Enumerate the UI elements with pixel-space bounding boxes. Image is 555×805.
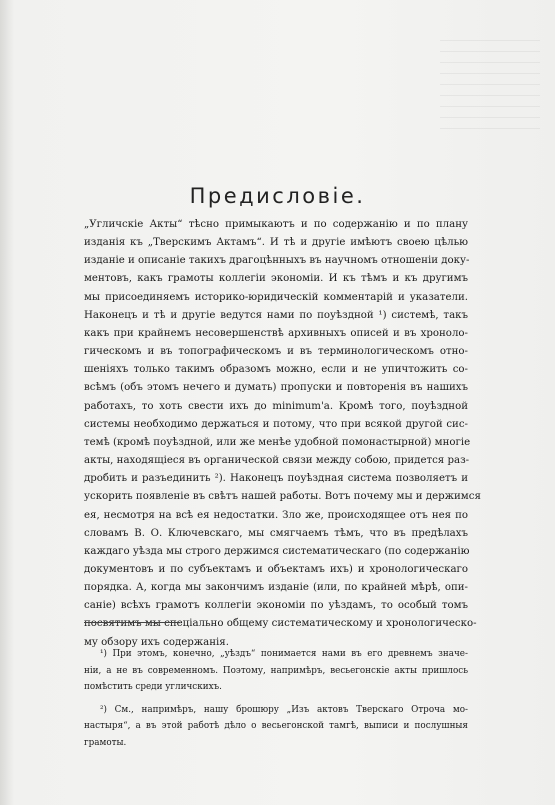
footnote-line: ¹) При этомъ, конечно, „уѣздъ“ понимается нами въ его древнемъ значе- (100, 649, 468, 659)
body-line: порядка. А, когда мы закончимъ изданіе (или, по крайней мѣрѣ, опи- (84, 582, 468, 594)
body-line: всѣмъ (объ этомъ нечего и думать) пропуски и повторенія въ нашихъ (84, 382, 468, 394)
body-line: каждаго уѣзда мы строго держимся систематическаго (по содержанію (84, 545, 470, 557)
body-line: посвятимъ мы спеціально общему систематическому и хронологическо- (84, 618, 477, 630)
body-line: работахъ, то хоть свести ихъ до minimum'а. Кромѣ того, поуѣздной (84, 400, 468, 412)
footnote-1 (84, 646, 468, 696)
page-title: Предисловіе. (189, 184, 366, 208)
body-line: изданіе и описаніе такихъ драгоцѣнныхъ въ научномъ отношеніи доку- (84, 255, 470, 267)
body-line: гическомъ и въ топографическомъ и въ терминологическомъ отно- (84, 346, 468, 358)
body-line: темѣ (кромѣ поуѣздной, или же менѣе удобной помонастырной) многіе (84, 436, 471, 448)
body-line: саніе) всѣхъ грамотъ коллегіи экономіи по уѣздамъ, то особый томъ (84, 600, 468, 612)
footnote-separator (84, 622, 180, 623)
body-line: системы необходимо держаться и потому, что при всякой другой сис- (84, 418, 468, 430)
body-line: документовъ и по субъектамъ и объектамъ ихъ) и хронологическаго (84, 563, 468, 575)
body-line: ментовъ, какъ грамоты коллегіи экономіи. И къ тѣмъ и къ другимъ (84, 273, 468, 285)
body-line: какъ при крайнемъ несовершенствѣ архивныхъ описей и въ хроноло- (84, 327, 468, 339)
footnote-line: ²) См., напримѣръ, нашу брошюру „Изъ актовъ Тверскаго Отроча мо- (100, 704, 468, 715)
body-line: ея, несмотря на всѣ ея недостатки. Зло же, происходящее отъ нея по (84, 509, 468, 521)
footnote-line: настыря“, а въ этой работѣ дѣло о весьегонской тамгѣ, выписи и послушныя (84, 721, 468, 731)
preface-body (84, 216, 481, 652)
body-line: ускорить появленіе въ свѣтъ нашей работы. Вотъ почему мы и держимся (84, 491, 481, 503)
body-line: дробить и разъединить ²). Наконецъ поуѣздная система позволяетъ и (84, 473, 468, 485)
body-line: акты, находящіеся въ органической связи между собою, придется раз- (84, 455, 470, 467)
body-line: шеніяхъ только такимъ образомъ можно, если и не упичтожить со- (84, 364, 468, 376)
body-line: „Угличскіе Акты“ тѣсно примыкаютъ и по содержанію и по плану (84, 219, 468, 230)
body-line: Наконецъ и тѣ и другіе ведутся нами по поуѣздной ¹) системѣ, такъ (84, 309, 468, 321)
footnote-2 (84, 702, 468, 752)
body-line: мы присоединяемъ историко-юридическій комментарій и указатели. (84, 291, 468, 303)
show-through-text (440, 40, 540, 130)
footnotes (84, 646, 468, 757)
footnote-line: грамоты. (84, 737, 127, 748)
body-line: изданія къ „Тверскимъ Актамъ“. И тѣ и другіе имѣютъ своею цѣлью (84, 237, 468, 249)
body-line: словамъ В. О. Ключевскаго, мы смягчаемъ тѣмъ, что въ предѣлахъ (84, 527, 468, 539)
footnote-line: ніи, а не въ современномъ. Поэтому, напримѣръ, весьегонскіе акты пришлось (84, 665, 468, 676)
footnote-line: помѣстить среди угличскихъ. (84, 682, 222, 692)
body-line: му обзору ихъ содержанія. (84, 636, 229, 648)
